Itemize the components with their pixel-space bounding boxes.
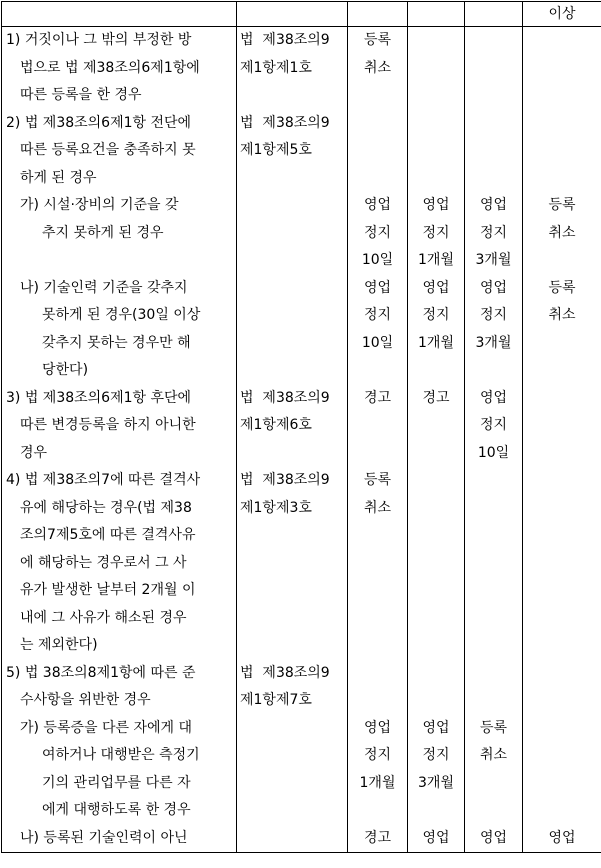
penalty-line: 영업 <box>363 279 392 296</box>
description-line: 나) 기술인력 기준을 갖추지 <box>20 279 188 296</box>
legal-basis-line: 법 제38조의9 <box>240 472 330 488</box>
penalty-line: 등록 <box>548 197 576 213</box>
penalty-violation-3 <box>465 715 523 825</box>
penalty-line: 등록 <box>479 719 508 736</box>
legal-basis <box>237 275 348 385</box>
penalty-violation-3 <box>465 110 523 193</box>
legal-basis <box>237 715 348 825</box>
penalty-violation-1 <box>348 825 408 853</box>
description-line: 가) 시설·장비의 기준을 갖 <box>20 197 179 213</box>
violation-description <box>2 467 237 660</box>
description-line: 유가 발생한 날부터 2개월 이 <box>20 582 196 598</box>
penalty-line: 영업 <box>363 197 392 213</box>
description-line: 따른 등록을 한 경우 <box>20 87 142 103</box>
penalty-line: 10일 <box>361 252 394 268</box>
table-row <box>2 275 601 385</box>
penalty-line: 영업 <box>479 279 508 296</box>
description-line: 기의 관리업무를 다른 자 <box>42 774 191 791</box>
description-line: 4) 법 제38조의7에 따른 결격사 <box>6 472 201 488</box>
penalty-line: 경고 <box>422 389 450 406</box>
penalty-violation-2 <box>408 825 465 853</box>
description-line: 조의7제5호에 따른 결격사유 <box>20 527 196 543</box>
table-header-row <box>2 2 601 27</box>
penalty-line: 영업 <box>422 829 450 846</box>
header-cell <box>2 2 237 27</box>
violation-description <box>2 825 237 853</box>
table-row <box>2 385 601 468</box>
violation-description <box>2 715 237 825</box>
penalty-violation-3 <box>465 275 523 385</box>
penalty-violation-1 <box>348 192 408 275</box>
description-line: 내에 그 사유가 해소된 경우 <box>20 609 187 626</box>
description-line: 에게 대행하도록 한 경우 <box>42 802 191 818</box>
description-line: 5) 법 38조의8제1항에 따른 준 <box>6 664 196 681</box>
description-line: 수사항을 위반한 경우 <box>20 692 151 708</box>
violation-description <box>2 660 237 715</box>
penalty-line: 1개월 <box>418 334 454 351</box>
penalty-line: 1개월 <box>418 252 454 268</box>
legal-basis-line: 법 제38조의9 <box>240 389 330 406</box>
table-row <box>2 27 601 110</box>
description-line: 는 제외한다) <box>20 637 98 653</box>
penalty-violation-2 <box>408 715 465 825</box>
penalty-line: 정지 <box>363 307 392 323</box>
penalty-line: 영업 <box>548 829 576 846</box>
penalty-line: 정지 <box>363 224 392 241</box>
penalty-line: 영업 <box>479 829 508 846</box>
legal-basis-line: 제1항제1호 <box>240 59 312 76</box>
penalty-violation-4 <box>523 467 601 660</box>
penalty-line: 정지 <box>479 307 508 323</box>
penalty-line: 영업 <box>479 389 508 406</box>
penalty-line: 10일 <box>477 444 510 461</box>
legal-basis-line: 제1항제6호 <box>240 417 312 433</box>
penalty-violation-3 <box>465 660 523 715</box>
description-line: 1) 거짓이나 그 밖의 부정한 방 <box>6 32 192 48</box>
description-line: 당한다) <box>42 362 89 378</box>
description-line: 2) 법 제38조의6제1항 전단에 <box>6 114 192 131</box>
penalty-violation-3 <box>465 825 523 853</box>
legal-basis <box>237 660 348 715</box>
penalty-violation-3 <box>465 27 523 110</box>
penalty-violation-4 <box>523 660 601 715</box>
penalty-line: 취소 <box>363 499 392 516</box>
penalty-violation-1 <box>348 715 408 825</box>
legal-basis <box>237 192 348 275</box>
legal-basis-line: 법 제38조의9 <box>240 32 330 48</box>
description-line: 나) 등록된 기술인력이 아닌 <box>20 829 188 846</box>
legal-basis-line: 제1항제3호 <box>240 499 312 516</box>
table-row <box>2 660 601 715</box>
penalty-line: 등록 <box>363 472 392 488</box>
penalty-line: 3개월 <box>418 774 454 791</box>
penalty-violation-2 <box>408 110 465 193</box>
description-line: 3) 법 제38조의6제1항 후단에 <box>6 389 192 406</box>
penalty-line: 정지 <box>363 747 392 763</box>
penalty-line: 정지 <box>479 224 508 241</box>
penalty-violation-4 <box>523 715 601 825</box>
penalty-line: 영업 <box>422 279 450 296</box>
penalty-violation-1 <box>348 27 408 110</box>
legal-basis-line: 제1항제5호 <box>240 142 312 158</box>
description-line: 경우 <box>20 444 48 461</box>
penalty-line: 정지 <box>479 417 508 433</box>
penalty-violation-1 <box>348 110 408 193</box>
violation-description <box>2 110 237 193</box>
legal-basis <box>237 27 348 110</box>
header-cell <box>408 2 465 27</box>
penalty-violation-2 <box>408 192 465 275</box>
legal-basis <box>237 110 348 193</box>
violation-description <box>2 385 237 468</box>
penalty-line: 취소 <box>548 307 576 323</box>
description-line: 에 해당하는 경우로서 그 사 <box>20 554 187 571</box>
legal-basis <box>237 825 348 853</box>
penalty-violation-3 <box>465 192 523 275</box>
penalty-violation-4 <box>523 825 601 853</box>
description-line: 가) 등록증을 다른 자에게 대 <box>20 719 193 736</box>
penalty-violation-1 <box>348 467 408 660</box>
violation-description <box>2 275 237 385</box>
penalty-violation-4 <box>523 192 601 275</box>
penalty-violation-3 <box>465 385 523 468</box>
penalty-line: 정지 <box>422 224 450 241</box>
penalty-line: 경고 <box>363 829 392 846</box>
penalty-line: 취소 <box>363 59 392 76</box>
penalty-table <box>1 1 601 853</box>
table-row <box>2 467 601 660</box>
penalty-violation-2 <box>408 275 465 385</box>
penalty-line: 3개월 <box>475 252 512 268</box>
penalty-violation-2 <box>408 660 465 715</box>
penalty-violation-3 <box>465 467 523 660</box>
legal-basis <box>237 467 348 660</box>
penalty-violation-2 <box>408 27 465 110</box>
penalty-violation-1 <box>348 660 408 715</box>
description-line: 갖추지 못하는 경우만 해 <box>42 334 191 351</box>
table-row <box>2 825 601 853</box>
table-body <box>2 27 601 853</box>
penalty-violation-4 <box>523 110 601 193</box>
penalty-line: 영업 <box>363 719 392 736</box>
legal-basis-line: 제1항제7호 <box>240 692 312 708</box>
description-line: 유에 해당하는 경우(법 제38 <box>20 499 192 516</box>
table-row <box>2 715 601 825</box>
description-line: 하게 된 경우 <box>20 169 97 186</box>
legal-basis-line: 법 제38조의9 <box>240 114 330 131</box>
penalty-violation-2 <box>408 385 465 468</box>
description-line: 추지 못하게 된 경우 <box>42 224 164 241</box>
penalty-violation-4 <box>523 275 601 385</box>
penalty-line: 영업 <box>479 197 508 213</box>
header-cell-over: 이상 <box>523 2 601 27</box>
description-line: 따른 변경등록을 하지 아니한 <box>20 417 196 433</box>
penalty-line: 정지 <box>422 747 450 763</box>
description-line: 법으로 법 제38조의6제1항에 <box>20 59 200 76</box>
description-line: 여하거나 대행받은 측정기 <box>42 747 200 763</box>
penalty-line: 영업 <box>422 197 450 213</box>
penalty-line: 3개월 <box>475 334 512 351</box>
penalty-line: 영업 <box>422 719 450 736</box>
penalty-line: 취소 <box>548 224 576 241</box>
violation-description <box>2 192 237 275</box>
violation-description <box>2 27 237 110</box>
description-line: 못하게 된 경우(30일 이상 <box>42 307 201 323</box>
penalty-violation-2 <box>408 467 465 660</box>
penalty-violation-4 <box>523 385 601 468</box>
penalty-line: 등록 <box>363 32 392 48</box>
penalty-violation-1 <box>348 385 408 468</box>
header-cell <box>348 2 408 27</box>
legal-basis-line: 법 제38조의9 <box>240 664 330 681</box>
table-row <box>2 192 601 275</box>
penalty-line: 경고 <box>363 389 392 406</box>
header-cell <box>465 2 523 27</box>
legal-basis <box>237 385 348 468</box>
penalty-violation-1 <box>348 275 408 385</box>
description-line: 따른 등록요건을 충족하지 못 <box>20 142 196 158</box>
penalty-line: 등록 <box>548 279 576 296</box>
penalty-violation-4 <box>523 27 601 110</box>
penalty-line: 정지 <box>422 307 450 323</box>
penalty-line: 취소 <box>479 747 508 763</box>
header-cell <box>237 2 348 27</box>
penalty-line: 10일 <box>361 334 394 351</box>
table-row <box>2 110 601 193</box>
penalty-line: 1개월 <box>359 774 396 791</box>
